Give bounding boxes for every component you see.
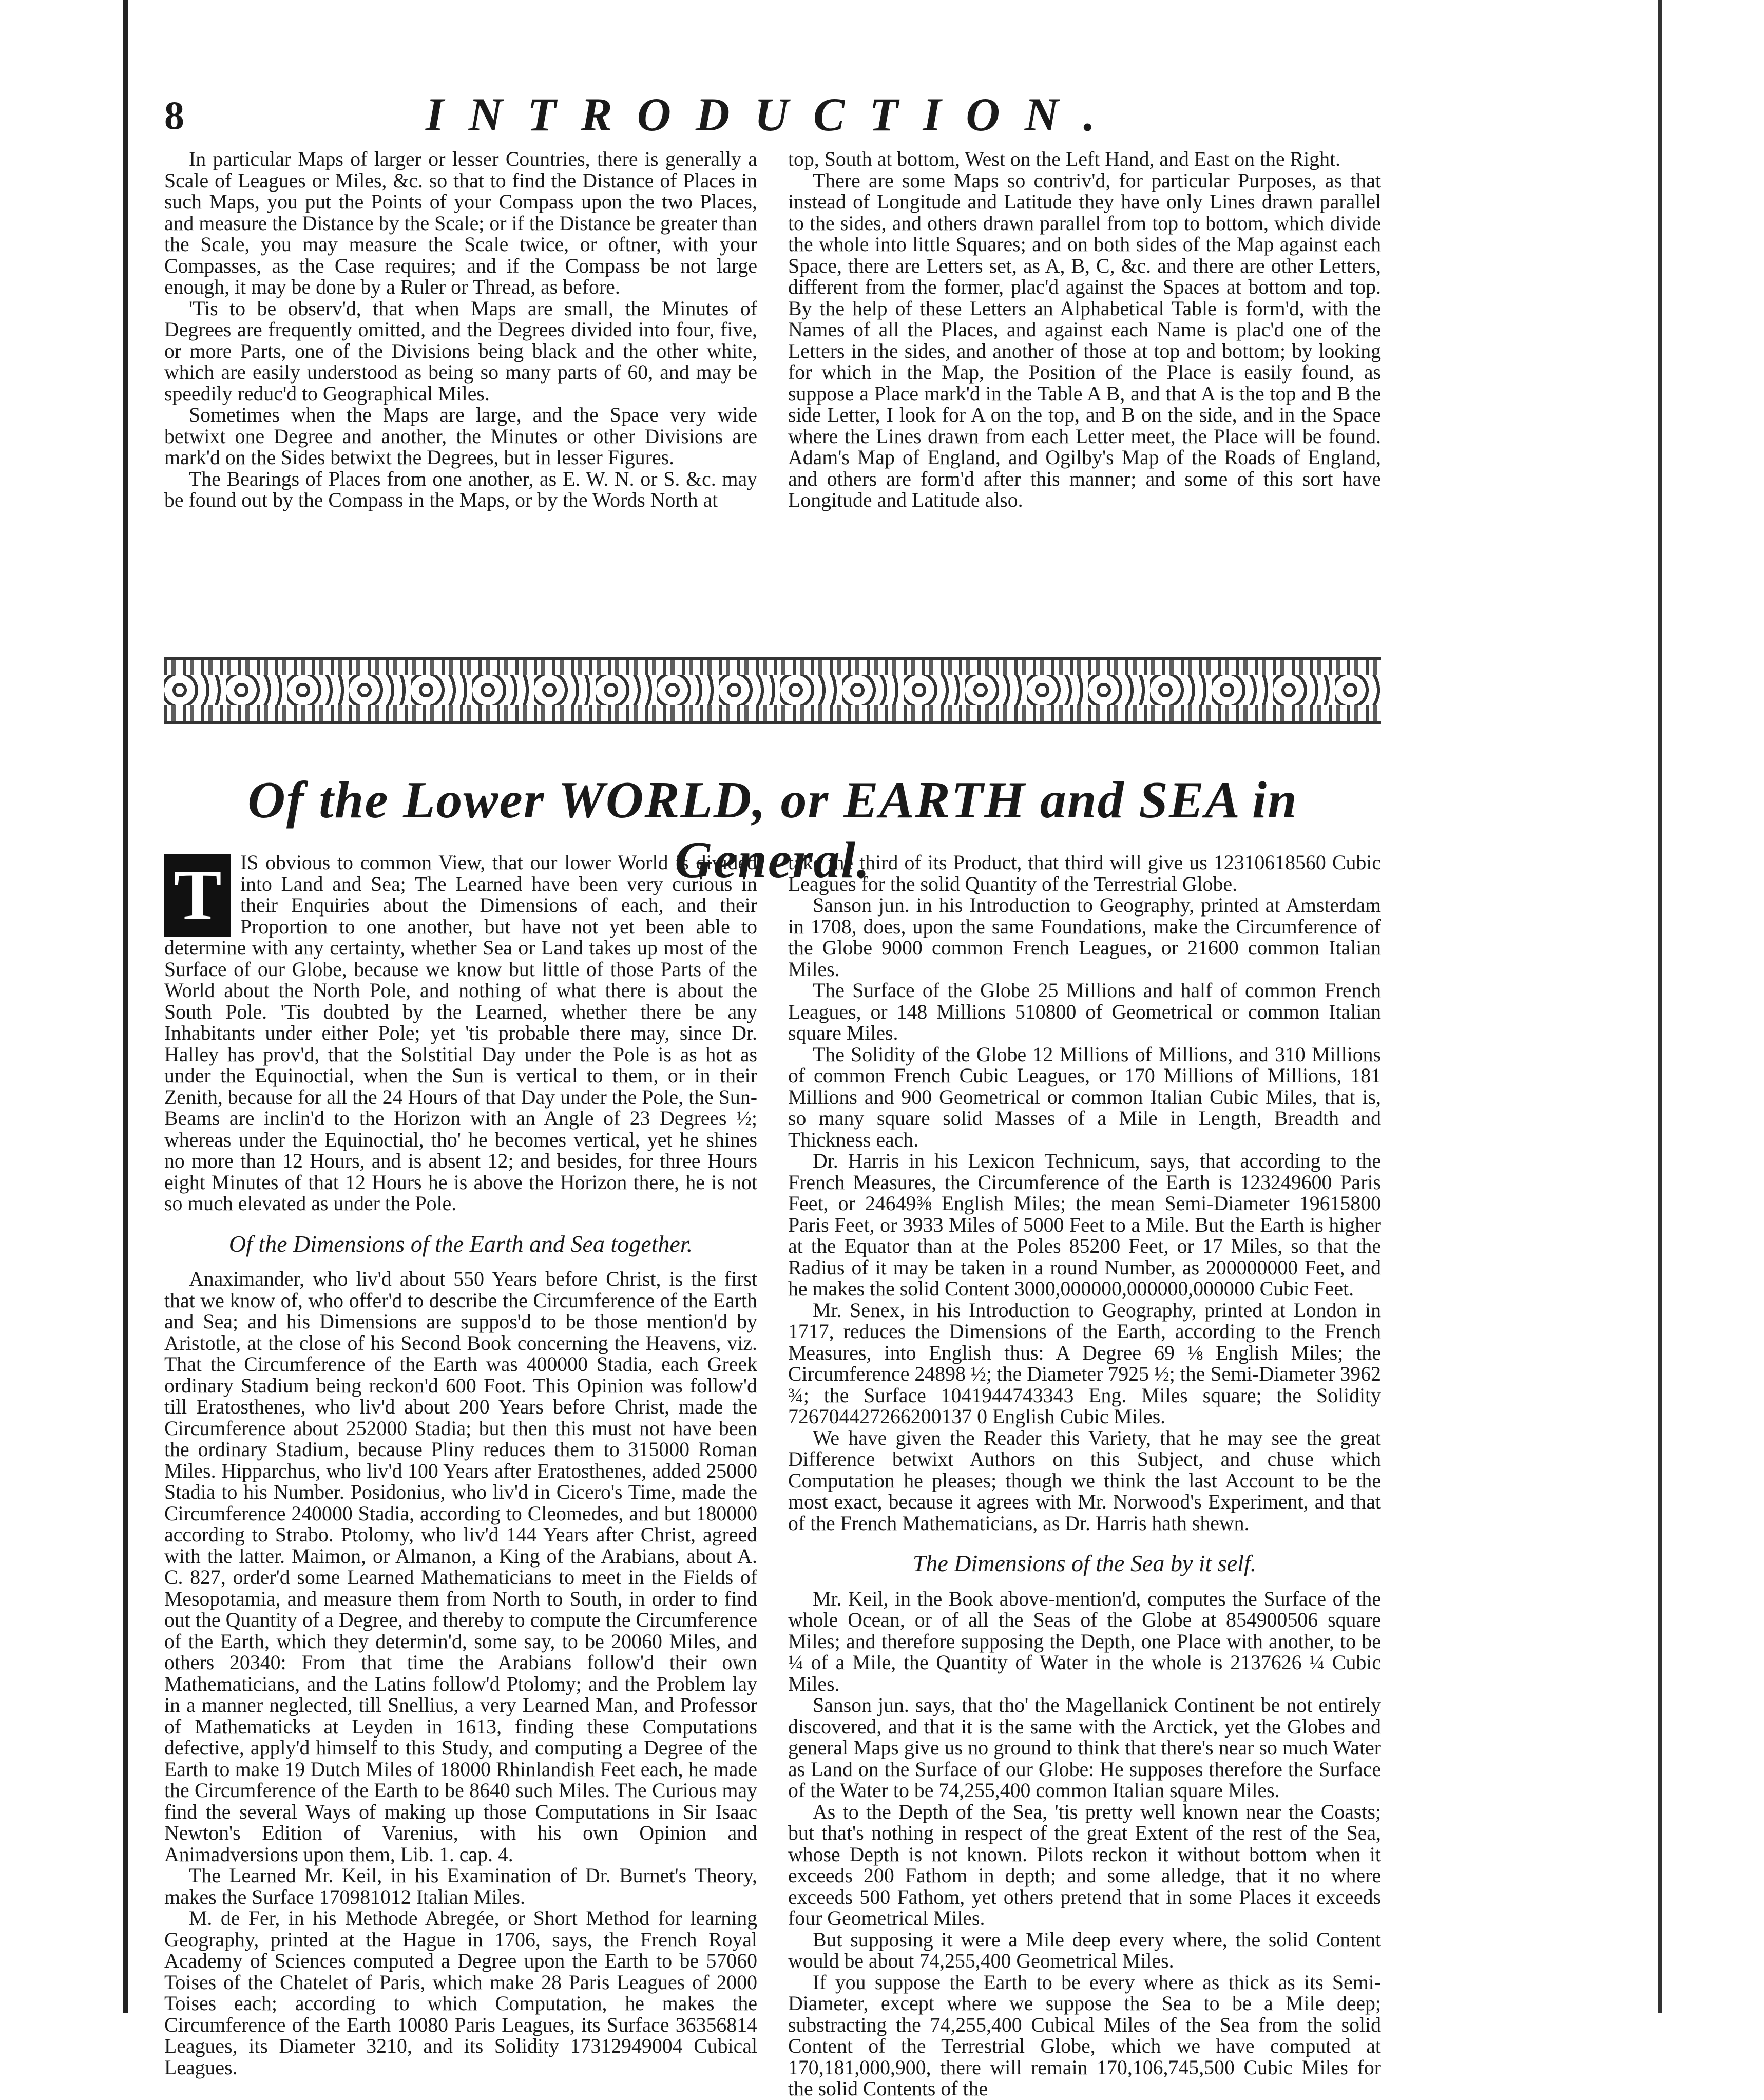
paragraph: The Learned Mr. Keil, in his Examination of Dr. Burnet's Theory, makes the Surface 170981012 Italian Miles.: [164, 1864, 757, 1908]
paragraph: But supposing it were a Mile deep every where, the solid Content would be about 74,255,400 Geometrical Miles.: [788, 1928, 1381, 1972]
paragraph: The Bearings of Places from one another, as E. W. N. or S. &c. may be found out by the Compass in the Maps, or by the Words North at: [164, 467, 757, 511]
paragraph: Anaximander, who liv'd about 550 Years before Christ, is the first that we know of, who offer'd to describe the Circumference of the Earth and Sea; and his Dimensions are suppos'd to be those mention'd by Aristotle, at the close of his Second Book concerning the Heavens, viz. That the Circumference of the Earth was 400000 Stadia, each Greek ordinary Stadium being reckon'd 600 Foot. This Opinion was follow'd till Eratosthenes, who liv'd about 200 Years before Christ, made the Circumference about 252000 Stadia; but then this must not have been the ordinary Stadium, because Pliny reduces them to 315000 Roman Miles. Hipparchus, who liv'd 100 Years after Eratosthenes, added 25000 Stadia to his Number. Posidonius, who liv'd in Cicero's Time, made the Circumference 240000 Stadia, according to Cleomedes, and but 180000 according to Strabo. Ptolomy, who liv'd 144 Years after Christ, agreed with the latter. Maimon, or Almanon, a King of the Arabians, about A. C. 827, order'd some Learned Mathematicians to meet in the Fields of Mesopotamia, and measure them from North to South, in order to find out the Quantity of a Degree, and thereby to compute the Circumference of the Earth, which they determin'd, some say, to be 20060 Miles, and others 20340: From that time the Arabians follow'd their own Mathematicians, and the Latins follow'd Ptolomy; and the Problem lay in a manner neglected, till Snellius, a very Learned Man, and Professor of Mathematicks at Leyden in 1613, finding these Computations defective, apply'd himself to this Study, and computing a Degree of the Earth to make 19 Dutch Miles of 18000 Rhinlandish Feet each, he made the Circumference of the Earth to be 8640 such Miles. The Curious may find the several Ways of making up those Computations in Sir Isaac Newton's Edition of Varenius, with his own Opinion and Animadversions upon them, Lib. 1. cap. 4.: [164, 1268, 757, 1866]
paragraph: 'Tis to be observ'd, that when Maps are small, the Minutes of Degrees are frequently omitted, and the Degrees divided into four, five, or more Parts, one of the Divisions being black and the other white, which are easily understood as being so many parts of 60, and may be speedily reduc'd to Geographical Miles.: [164, 297, 757, 405]
paragraph: Sanson jun. says, that tho' the Magellanick Continent be not entirely discovered, and that it is the same with the Arctick, yet the Globes and general Maps give us no ground to think that there's near so much Water as Land on the Surface of our Globe: He supposes therefore the Surface of the Water to be 74,255,400 common Italian square Miles.: [788, 1694, 1381, 1802]
paragraph: Dr. Harris in his Lexicon Technicum, says, that according to the French Measures, the Circumference of the Earth is 123249600 Paris Feet, or 24649⅜ English Miles; the mean Semi-Diameter 19615800 Paris Feet, or 3933 Miles of 5000 Feet to a Mile. But the Earth is higher at the Equator than at the Poles 85200 Feet, or 17 Miles, so that the Radius of it may be taken in a round Number, as 200000000 Feet, and he makes the solid Content 3000,000000,000000,000000 Cubic Feet.: [788, 1150, 1381, 1300]
drop-cap: T: [164, 854, 231, 937]
bottom-columns: [164, 851, 1381, 2100]
book-page: [164, 82, 1381, 2100]
paragraph: The Surface of the Globe 25 Millions and half of common French Leagues, or 148 Millions 510800 of Geometrical or common Italian square Miles.: [788, 979, 1381, 1044]
paragraph: Sanson jun. in his Introduction to Geography, printed at Amsterdam in 1708, does, upon the same Foundations, make the Circumference of the Globe 9000 common French Leagues, or 21600 common Italian Miles.: [788, 894, 1381, 981]
paragraph: Mr. Senex, in his Introduction to Geography, printed at London in 1717, reduces the Dimensions of the Earth, according to the French Measures, into English thus: A Degree 69 ⅛ English Miles; the Circumference 24898 ½; the Diameter 7925 ½; the Semi-Diameter 3962 ¾; the Surface 1041944743343 Eng. Miles square; the Solidity 726704427266200137 0 English Cubic Miles.: [788, 1299, 1381, 1428]
bottom-right-column: [788, 851, 1381, 2100]
paragraph: If you suppose the Earth to be every where as thick as its Semi-Diameter, except where we suppose the Sea to be a Mile deep; substracting the 74,255,400 Cubical Miles of the Sea from the solid Content of the Terrestrial Globe, which we have computed at 170,181,000,900, there will remain 170,106,745,500 Cubic Miles for the solid Contents of the: [788, 1971, 1381, 2100]
paragraph: There are some Maps so contriv'd, for particular Purposes, as that instead of Longitude and Latitude they have only Lines drawn parallel to the sides, and others drawn parallel from top to bottom, which divide the whole into little Squares; and on both sides of the Map against each Space, there are Letters set, as A, B, C, &c. and there are other Letters, different from the former, plac'd against the Spaces at bottom and top. By the help of these Letters an Alphabetical Table is form'd, with the Names of all the Places, and against each Name is plac'd one of the Letters in the sides, and another of those at top and bottom; by looking for which in the Map, the Position of the Place is easily found, as suppose a Place mark'd in the Table A B, and that A is the top and B the side Letter, I look for A on the top, and B on the side, and in the Space where the Lines drawn from each Letter meet, the Place will be found. Adam's Map of England, and Ogilby's Map of the Roads of England, and others are form'd after this manner; and some of this sort have Longitude and Latitude also.: [788, 169, 1381, 511]
subheading: Of the Dimensions of the Earth and Sea together.: [228, 1230, 693, 1257]
subheading: The Dimensions of the Sea by it self.: [912, 1550, 1257, 1576]
paragraph: take the third of its Product, that third will give us 12310618560 Cubic Leagues for the solid Quantity of the Terrestrial Globe.: [788, 851, 1381, 895]
paragraph: M. de Fer, in his Methode Abregée, or Short Method for learning Geography, printed at the Hague in 1706, says, the French Royal Academy of Sciences computed a Degree upon the Earth to be 57060 Toises of the Chatelet of Paris, which make 28 Paris Leagues of 2000 Toises each; according to which Computation, he makes the Circumference of the Earth 10080 Paris Leagues, its Surface 36356814 Leagues, its Diameter 3210, and its Solidity 17312949004 Cubical Leagues.: [164, 1907, 757, 2079]
bottom-left-column: [164, 851, 757, 2079]
paragraph: Mr. Keil, in the Book above-mention'd, computes the Surface of the whole Ocean, or of all the Seas of the Globe at 854900506 square Miles; and therefore supposing the Depth, one Place with another, to be ¼ of a Mile, the Quantity of Water in the whole is 2137626 ¼ Cubic Miles.: [788, 1587, 1381, 1695]
top-left-column: [164, 149, 757, 601]
paragraph: In particular Maps of larger or lesser Countries, there is generally a Scale of Leagues or Miles, &c. so that to find the Distance of Places in such Maps, you put the Points of your Compass upon the two Places, and measure the Distance by the Scale; or if the Distance be greater than the Scale, you may measure the Scale twice, or oftner, with your Compasses, as the Case requires; and if the Compass be not large enough, it may be done by a Ruler or Thread, as before.: [164, 148, 757, 298]
page-number: 8: [164, 93, 184, 138]
opening-paragraph: [164, 852, 757, 1215]
paragraph: As to the Depth of the Sea, 'tis pretty well known near the Coasts; but that's nothing in respect of the great Extent of the rest of the Sea, whose Depth is not known. Pilots reckon it without bottom when it exceeds 200 Fathom in depth; and some alledge, that it no where exceeds 500 Fathom, yet others pretend that in some Places it exceeds four Geometrical Miles.: [788, 1800, 1381, 1930]
opening-text: IS obvious to common View, that our lower World is divided into Land and Sea; The Learned have been very curious in their Enquiries about the Dimensions of each, and their Proportion to one another, but have not yet been able to determine with any certainty, whether Sea or Land takes up most of the Surface of our Globe, because we know but little of those Parts of the World about the North Pole, and nothing of what there is about the South Pole. 'Tis doubted by the Learned, whether there be any Inhabitants under either Pole; yet 'tis probable there may, since Dr. Halley has prov'd, that the Solstitial Day under the Pole is as hot as under the Equinoctial, when the Sun is vertical to them, or in their Zenith, because for all the 24 Hours of that Day under the Pole, the Sun-Beams are inclin'd to the Horizon with an Angle of 23 Degrees ½; whereas under the Equinoctial, tho' he becomes vertical, yet he shines no more than 12 Hours, and is absent 12; and besides, for three Hours eight Minutes of that 12 Hours he is above the Horizon there, he is not so much elevated as under the Pole.: [164, 851, 757, 1215]
facing-page-edge: [1658, 0, 1662, 2013]
top-columns: [164, 149, 1381, 601]
running-head: INTRODUCTION.: [425, 88, 1120, 141]
ornamental-border: [164, 657, 1381, 724]
paragraph: The Solidity of the Globe 12 Millions of Millions, and 310 Millions of common French Cubic Leagues, or 170 Millions of Millions, 181 Millions and 900 Geometrical or common Italian Cubic Miles, that is, so many square solid Masses of a Mile in Length, Breadth and Thickness each.: [788, 1043, 1381, 1151]
paragraph: We have given the Reader this Variety, that he may see the great Difference betwixt Authors on this Subject, and chuse which Computation he pleases; though we think the last Account to be the most exact, because it agrees with Mr. Norwood's Experiment, and that of the French Mathematicians, as Dr. Harris hath shewn.: [788, 1426, 1381, 1535]
page-header: [164, 82, 1381, 144]
top-right-column: [788, 149, 1381, 601]
page-gutter-line: [123, 0, 128, 2013]
section-title: Of the Lower WORLD, or EARTH and SEA in General.: [247, 771, 1298, 889]
paragraph: Sometimes when the Maps are large, and the Space very wide betwixt one Degree and another, the Minutes or other Divisions are mark'd on the Sides betwixt the Degrees, but in lesser Figures.: [164, 404, 757, 469]
ornament-pattern: [164, 675, 1381, 705]
paragraph: top, South at bottom, West on the Left Hand, and East on the Right.: [788, 148, 1340, 170]
